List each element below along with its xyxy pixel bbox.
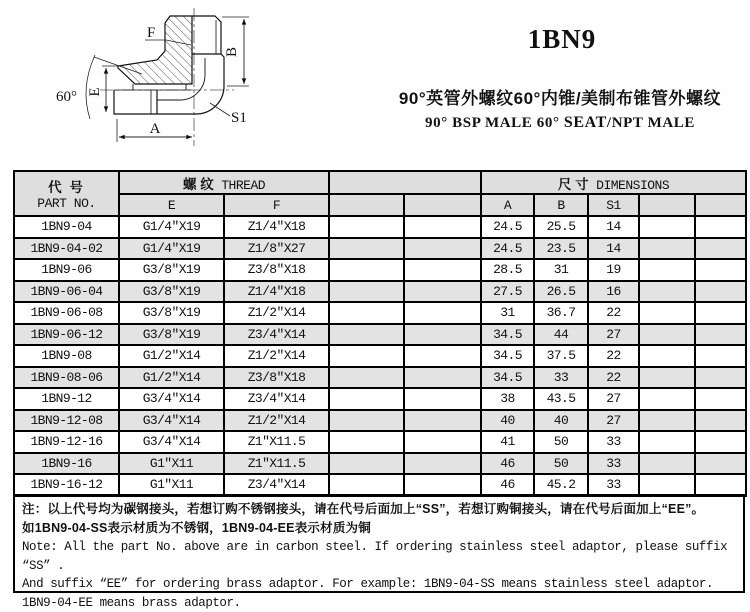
dim-s1-cell: 14 xyxy=(588,238,639,260)
dim-s1-cell: 33 xyxy=(588,474,639,496)
table-row xyxy=(14,345,746,367)
blank-cell xyxy=(329,453,404,475)
table-row xyxy=(14,281,746,303)
blank-cell xyxy=(329,238,404,260)
thread-f-cell: Z3/8″X18 xyxy=(224,259,329,281)
thread-f-cell: Z1/4″X18 xyxy=(224,281,329,303)
table-row xyxy=(14,388,746,410)
blank-cell xyxy=(329,388,404,410)
blank-cell xyxy=(404,431,481,453)
blank-cell xyxy=(404,388,481,410)
dim-s1-cell: 22 xyxy=(588,302,639,324)
blank-cell xyxy=(639,216,695,238)
dim-a-cell: 27.5 xyxy=(481,281,534,303)
thread-e-cell: G1″X11 xyxy=(119,474,224,496)
blank-cell xyxy=(695,431,746,453)
drawing-label-f: F xyxy=(147,25,155,41)
part-no-cell: 1BN9-06-08 xyxy=(14,302,119,324)
blank-cell xyxy=(404,281,481,303)
col-header-dimensions-cn: 尺 寸 xyxy=(558,177,589,192)
col-header-blank-4 xyxy=(695,194,746,216)
blank-cell xyxy=(329,474,404,496)
dim-a-cell: 38 xyxy=(481,388,534,410)
col-header-part-no xyxy=(14,171,119,216)
dim-b-cell: 50 xyxy=(534,453,588,475)
blank-cell xyxy=(404,324,481,346)
blank-cell xyxy=(639,410,695,432)
fitting-technical-drawing xyxy=(14,0,274,162)
blank-cell xyxy=(695,281,746,303)
dim-a-cell: 34.5 xyxy=(481,324,534,346)
thread-f-cell: Z1″X11.5 xyxy=(224,431,329,453)
dim-a-cell: 46 xyxy=(481,474,534,496)
blank-cell xyxy=(695,324,746,346)
blank-cell xyxy=(639,345,695,367)
dimension-e xyxy=(102,66,120,112)
blank-cell xyxy=(329,410,404,432)
blank-cell xyxy=(329,431,404,453)
dim-b-cell: 40 xyxy=(534,410,588,432)
blank-cell xyxy=(695,216,746,238)
part-no-cell: 1BN9-08-06 xyxy=(14,367,119,389)
dim-a-cell: 34.5 xyxy=(481,367,534,389)
dim-a-cell: 41 xyxy=(481,431,534,453)
col-header-s1: S1 xyxy=(588,194,639,216)
thread-f-cell: Z1″X11.5 xyxy=(224,453,329,475)
col-header-dimensions-en: DIMENSIONS xyxy=(596,178,669,193)
thread-f-cell: Z1/8″X27 xyxy=(224,238,329,260)
thread-e-cell: G3/8″X19 xyxy=(119,324,224,346)
dim-b-cell: 45.2 xyxy=(534,474,588,496)
thread-e-cell: G3/4″X14 xyxy=(119,410,224,432)
blank-cell xyxy=(639,367,695,389)
table-row xyxy=(14,238,746,260)
col-header-thread-cn: 螺 纹 xyxy=(183,177,214,192)
blank-cell xyxy=(404,302,481,324)
blank-cell xyxy=(329,324,404,346)
col-header-blank-mid xyxy=(329,171,481,194)
blank-cell xyxy=(695,453,746,475)
blank-cell xyxy=(329,281,404,303)
col-header-a: A xyxy=(481,194,534,216)
thread-e-cell: G3/8″X19 xyxy=(119,259,224,281)
part-no-cell: 1BN9-04-02 xyxy=(14,238,119,260)
blank-cell xyxy=(404,410,481,432)
dim-b-cell: 50 xyxy=(534,431,588,453)
note-line-cn-1: 注：以上代号均为碳钢接头，若想订购不锈钢接头，请在代号后面加上“SS”，若想订购铜接头，请在代号后面加上“EE”。 xyxy=(22,500,736,519)
thread-f-cell: Z3/8″X18 xyxy=(224,367,329,389)
part-no-cell: 1BN9-12 xyxy=(14,388,119,410)
thread-f-cell: Z1/2″X14 xyxy=(224,345,329,367)
blank-cell xyxy=(404,367,481,389)
thread-e-cell: G3/4″X14 xyxy=(119,388,224,410)
col-header-e: E xyxy=(119,194,224,216)
part-no-cell: 1BN9-16 xyxy=(14,453,119,475)
blank-cell xyxy=(695,345,746,367)
thread-e-cell: G3/8″X19 xyxy=(119,302,224,324)
dim-b-cell: 36.7 xyxy=(534,302,588,324)
dim-s1-cell: 27 xyxy=(588,388,639,410)
table-row xyxy=(14,431,746,453)
part-no-cell: 1BN9-06 xyxy=(14,259,119,281)
part-no-cell: 1BN9-12-08 xyxy=(14,410,119,432)
part-no-cell: 1BN9-06-04 xyxy=(14,281,119,303)
col-header-blank-2 xyxy=(404,194,481,216)
blank-cell xyxy=(695,388,746,410)
blank-cell xyxy=(329,259,404,281)
part-no-cell: 1BN9-12-16 xyxy=(14,431,119,453)
blank-cell xyxy=(695,259,746,281)
blank-cell xyxy=(695,238,746,260)
dim-b-cell: 37.5 xyxy=(534,345,588,367)
dim-b-cell: 44 xyxy=(534,324,588,346)
blank-cell xyxy=(639,238,695,260)
thread-e-cell: G1/2″X14 xyxy=(119,367,224,389)
col-header-blank-3 xyxy=(639,194,695,216)
dim-a-cell: 31 xyxy=(481,302,534,324)
note-line-en-2: And suffix “EE” for ordering brass adaptor. For example: 1BN9-04-SS means stainless steel adaptor. xyxy=(22,575,736,594)
table-row xyxy=(14,367,746,389)
subtitle-en-seat: SEAT xyxy=(564,114,607,131)
subtitle-english xyxy=(373,114,747,132)
blank-cell xyxy=(404,474,481,496)
thread-f-cell: Z1/2″X14 xyxy=(224,302,329,324)
blank-cell xyxy=(404,238,481,260)
col-header-blank-1 xyxy=(329,194,404,216)
blank-cell xyxy=(404,216,481,238)
blank-cell xyxy=(695,474,746,496)
leader-s1 xyxy=(210,103,230,116)
table-row xyxy=(14,474,746,496)
part-no-cell: 1BN9-08 xyxy=(14,345,119,367)
blank-cell xyxy=(639,388,695,410)
dim-b-cell: 26.5 xyxy=(534,281,588,303)
dim-a-cell: 40 xyxy=(481,410,534,432)
col-header-thread xyxy=(119,171,329,194)
dim-b-cell: 33 xyxy=(534,367,588,389)
blank-cell xyxy=(329,345,404,367)
col-header-b: B xyxy=(534,194,588,216)
dim-s1-cell: 22 xyxy=(588,367,639,389)
blank-cell xyxy=(639,259,695,281)
col-header-f: F xyxy=(224,194,329,216)
dim-s1-cell: 33 xyxy=(588,453,639,475)
blank-cell xyxy=(639,302,695,324)
dim-s1-cell: 22 xyxy=(588,345,639,367)
dim-a-cell: 24.5 xyxy=(481,238,534,260)
blank-cell xyxy=(404,453,481,475)
thread-f-cell: Z3/4″X14 xyxy=(224,388,329,410)
thread-e-cell: G1/4″X19 xyxy=(119,238,224,260)
dim-b-cell: 25.5 xyxy=(534,216,588,238)
thread-f-cell: Z1/2″X14 xyxy=(224,410,329,432)
blank-cell xyxy=(329,216,404,238)
blank-cell xyxy=(404,259,481,281)
blank-cell xyxy=(329,367,404,389)
thread-e-cell: G3/4″X14 xyxy=(119,431,224,453)
note-line-en-3: 1BN9-04-EE means brass adaptor. xyxy=(22,594,736,612)
table-row xyxy=(14,302,746,324)
subtitle-en-post: /NPT MALE xyxy=(607,115,695,131)
dim-b-cell: 23.5 xyxy=(534,238,588,260)
thread-e-cell: G1/4″X19 xyxy=(119,216,224,238)
notes-box xyxy=(13,494,745,593)
col-header-thread-en: THREAD xyxy=(221,178,265,193)
page-title: 1BN9 xyxy=(378,24,746,55)
drawing-label-e: E xyxy=(87,87,103,96)
table-row xyxy=(14,453,746,475)
subtitle-chinese: 90°英管外螺纹60°内锥/美制布锥管外螺纹 xyxy=(373,84,747,109)
dim-a-cell: 24.5 xyxy=(481,216,534,238)
table-row xyxy=(14,216,746,238)
dim-b-cell: 31 xyxy=(534,259,588,281)
blank-cell xyxy=(695,302,746,324)
table-row xyxy=(14,324,746,346)
thread-e-cell: G3/8″X19 xyxy=(119,281,224,303)
part-no-cell: 1BN9-06-12 xyxy=(14,324,119,346)
top-male-thread xyxy=(192,16,224,86)
thread-f-cell: Z1/4″X18 xyxy=(224,216,329,238)
dim-s1-cell: 33 xyxy=(588,431,639,453)
blank-cell xyxy=(329,302,404,324)
blank-cell xyxy=(639,281,695,303)
note-line-en-1: Note: All the part No. above are in carbon steel. If ordering stainless steel adaptor, please suffix “SS” . xyxy=(22,538,736,575)
dim-a-cell: 34.5 xyxy=(481,345,534,367)
drawing-label-s1: S1 xyxy=(231,110,247,126)
dim-a-cell: 28.5 xyxy=(481,259,534,281)
blank-cell xyxy=(639,324,695,346)
blank-cell xyxy=(404,345,481,367)
blank-cell xyxy=(639,453,695,475)
table-row xyxy=(14,259,746,281)
dim-s1-cell: 27 xyxy=(588,324,639,346)
part-no-cell: 1BN9-16-12 xyxy=(14,474,119,496)
blank-cell xyxy=(639,431,695,453)
blank-cell xyxy=(695,367,746,389)
part-no-cell: 1BN9-04 xyxy=(14,216,119,238)
drawing-label-a: A xyxy=(150,121,161,137)
thread-f-cell: Z3/4″X14 xyxy=(224,474,329,496)
col-header-part-no-cn: 代 号 xyxy=(15,176,118,196)
blank-cell xyxy=(639,474,695,496)
thread-e-cell: G1″X11 xyxy=(119,453,224,475)
thread-e-cell: G1/2″X14 xyxy=(119,345,224,367)
dim-s1-cell: 27 xyxy=(588,410,639,432)
dim-s1-cell: 14 xyxy=(588,216,639,238)
thread-f-cell: Z3/4″X14 xyxy=(224,324,329,346)
col-header-part-no-en: PART NO. xyxy=(15,196,118,211)
note-line-cn-2: 如1BN9-04-SS表示材质为不锈钢，1BN9-04-EE表示材质为铜 xyxy=(22,519,736,538)
table-row xyxy=(14,410,746,432)
col-header-dimensions xyxy=(481,171,746,194)
dim-s1-cell: 16 xyxy=(588,281,639,303)
drawing-label-b: B xyxy=(224,47,240,57)
dim-s1-cell: 19 xyxy=(588,259,639,281)
dim-a-cell: 46 xyxy=(481,453,534,475)
dim-b-cell: 43.5 xyxy=(534,388,588,410)
drawing-label-angle: 60° xyxy=(56,89,77,105)
blank-cell xyxy=(695,410,746,432)
spec-table xyxy=(13,170,747,497)
subtitle-en-pre: 90° BSP MALE 60° xyxy=(425,115,564,131)
